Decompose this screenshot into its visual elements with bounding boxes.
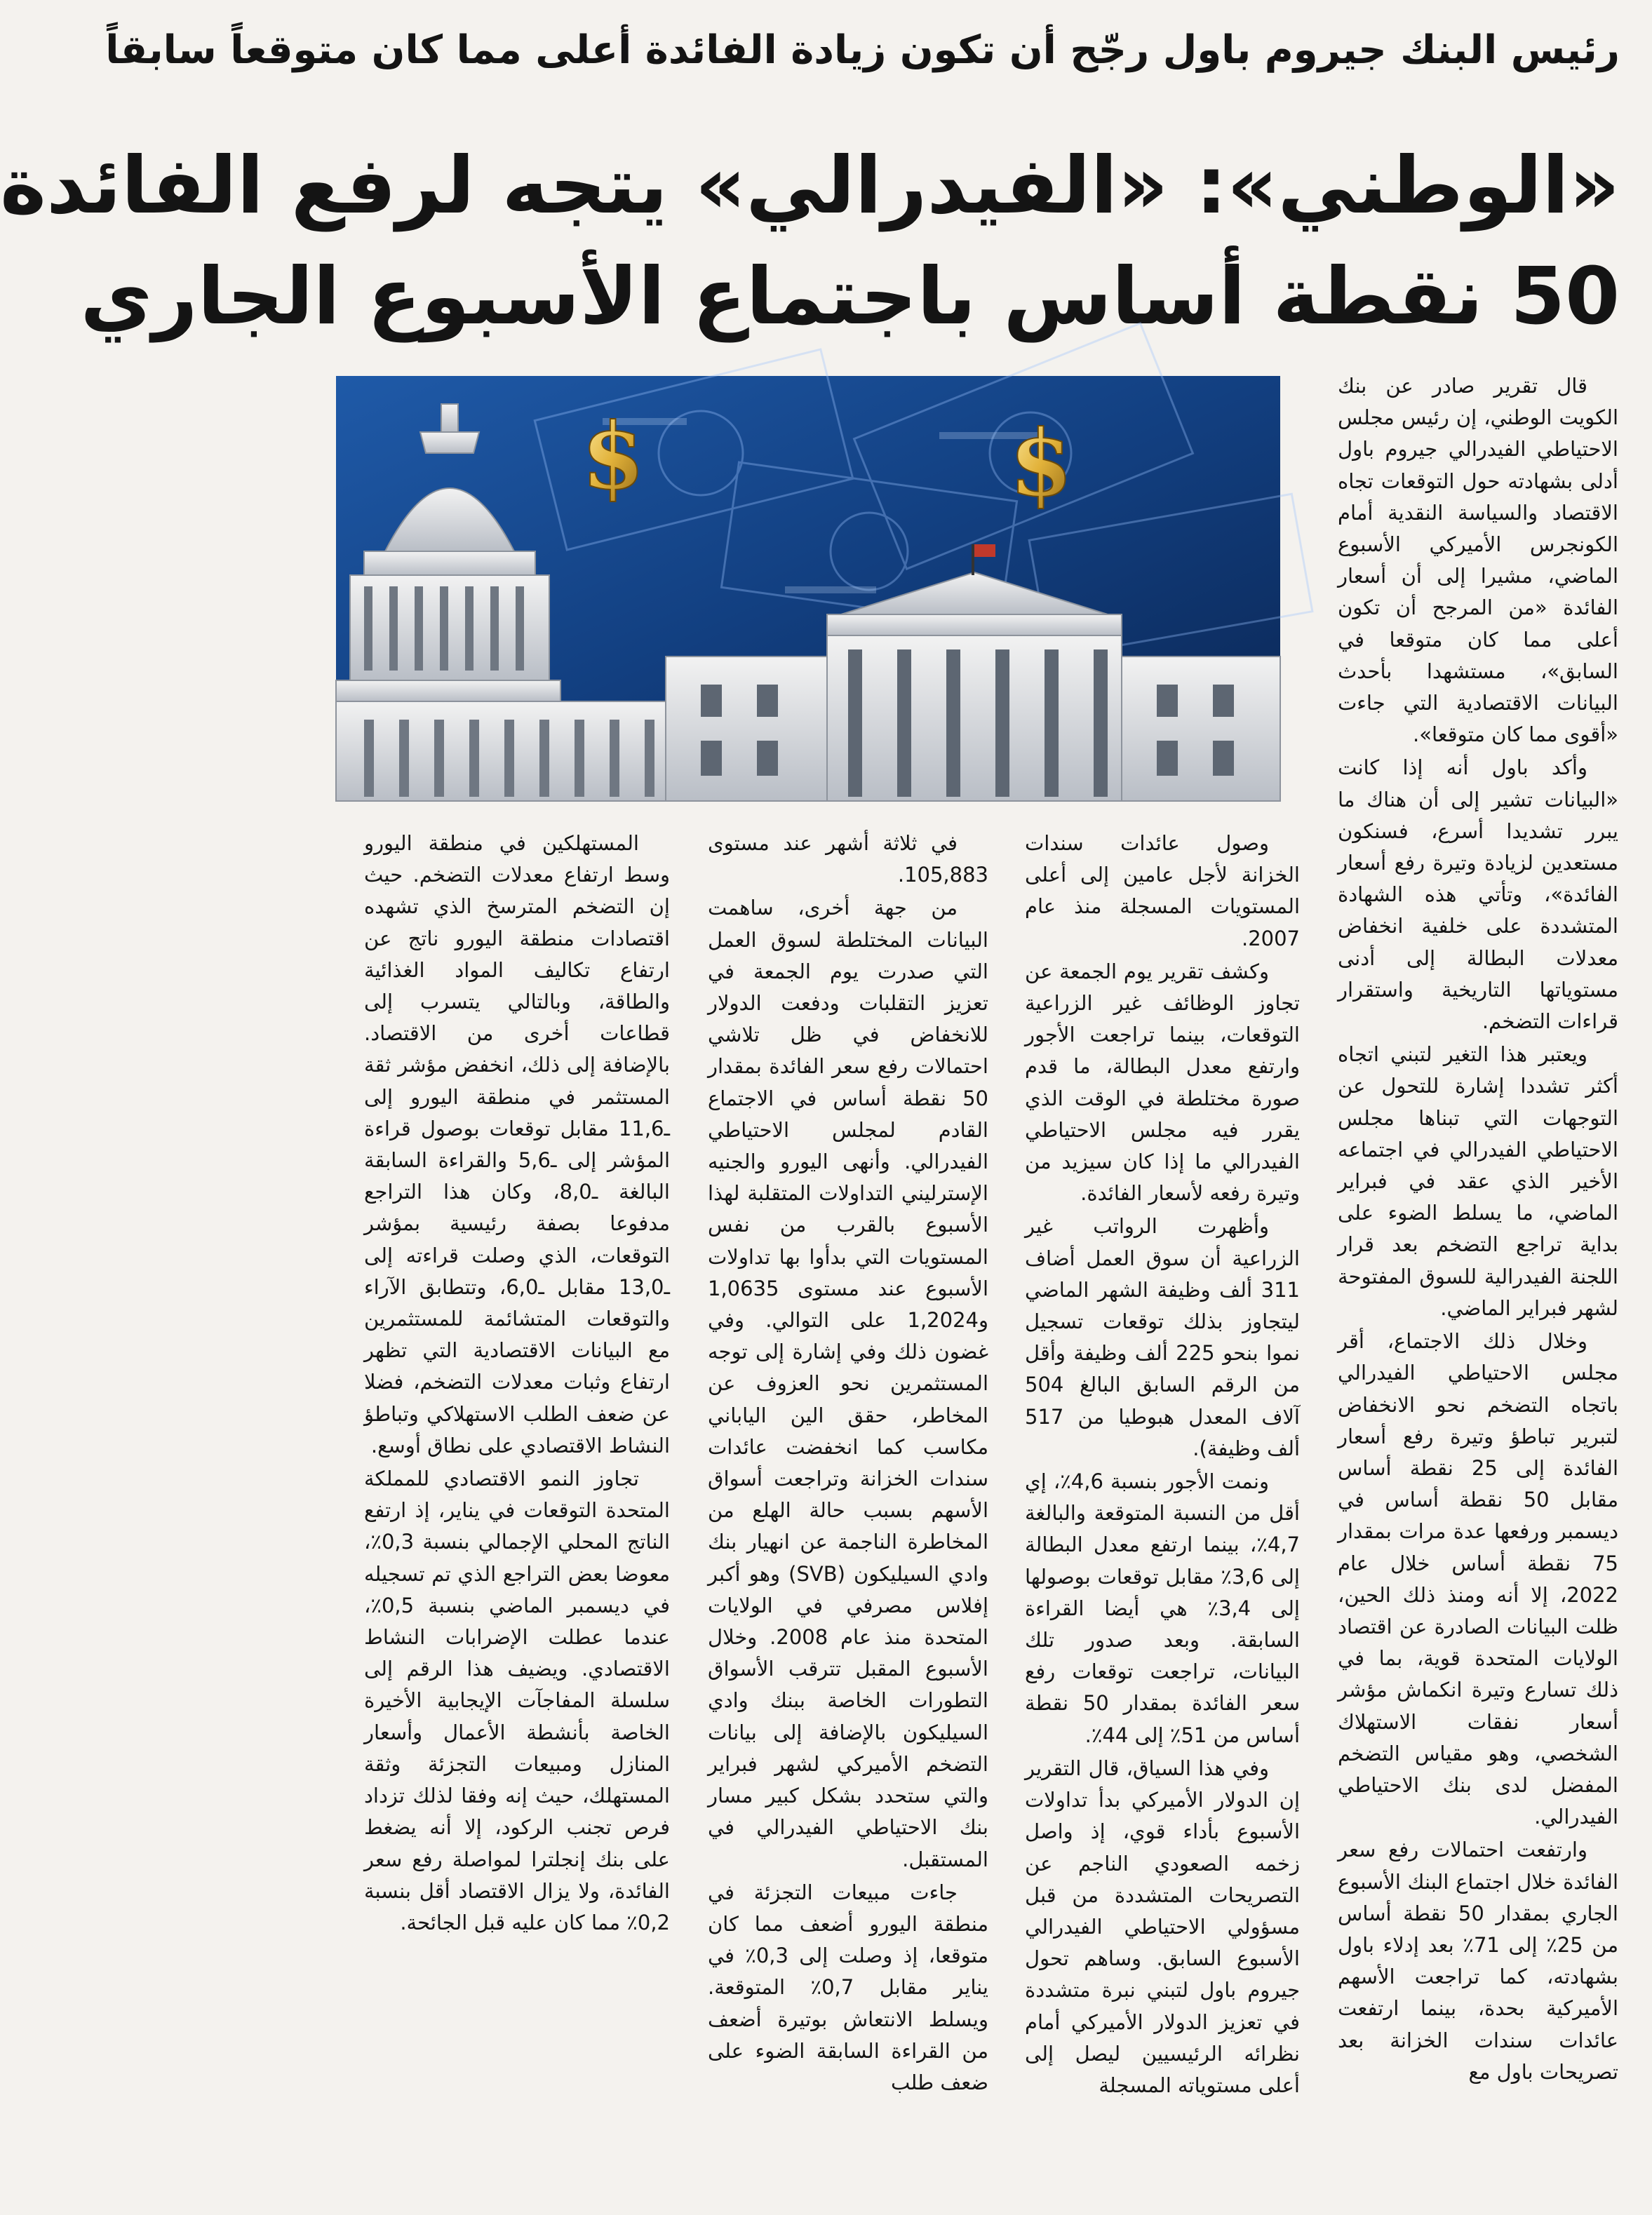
paragraph: وأكد باول أنه إذا كانت «البيانات تشير إلى أن هناك ما يبرر تشديدا أسرع، فسنكون مستعدين لزيادة وتيرة رفع أسعار الفائدة»، وتأتي هذه الشهادة المتشددة على خلفية انخفاض معدلات البطالة إلى أدنى مستوياتها التاريخية واستقرار قراءات التضخم. [1338, 755, 1618, 1034]
article-column-3 [708, 828, 988, 2194]
dollar-sign-icon: $ [581, 403, 645, 510]
paragraph: من جهة أخرى، ساهمت البيانات المختلطة لسوق العمل التي صدرت يوم الجمعة في تعزيز التقلبات ودفعت الدولار للانخفاض في ظل تلاشي احتمالات رفع سعر الفائدة بمقدار 50 نقطة أساس في الاجتماع القادم لمجلس الاحتياطي الفيدرالي. وأنهى اليورو والجنيه الإسترليني التداولات المتقلبة لهذا الأسبوع بالقرب من نفس المستويات التي بدأوا بها تداولات الأسبوع عند مستوى 1,0635 و1,2024 على التوالي. وفي غضون ذلك وفي إشارة إلى توجه المستثمرين نحو العزوف عن المخاطر، حقق الين الياباني مكاسب كما انخفضت عائدات سندات الخزانة وتراجعت أسواق الأسهم بسبب حالة الهلع من المخاطرة الناجمة عن انهيار بنك وادي السيليكون (SVB) وهو أكبر إفلاس مصرفي في الولايات المتحدة منذ عام 2008. وخلال الأسبوع المقبل تترقب الأسواق التطورات الخاصة ببنك وادي السيليكون بالإضافة إلى بيانات التضخم الأميركي لشهر فبراير والتي ستحدد بشكل كبير مسار بنك الاحتياطي الفيدرالي في المستقبل. [708, 896, 988, 1871]
article-headline [0, 130, 1620, 352]
headline-line-1: «الوطني»: «الفيدرالي» يتجه لرفع الفائدة [0, 140, 1620, 231]
article-column-1 [1338, 370, 1618, 2194]
paragraph: وارتفعت احتمالات رفع سعر الفائدة خلال اجتماع البنك الأسبوع الجاري بمقدار 50 نقطة أساس من 25٪ إلى 71٪ بعد إدلاء باول بشهادته، كما تراجعت الأسهم الأميركية بحدة، بينما ارتفعت عائدات سندات الخزانة بعد تصريحات باول مع [1338, 1838, 1618, 2084]
paragraph: وخلال ذلك الاجتماع، أقر مجلس الاحتياطي الفيدرالي باتجاه التضخم نحو الانخفاض لتبرير تباطؤ وتيرة رفع أسعار الفائدة إلى 25 نقطة أساس مقابل 50 نقطة أساس في ديسمبر ورفعها عدة مرات بمقدار 75 نقطة أساس خلال عام 2022، إلا أنه ومنذ ذلك الحين، ظلت البيانات الصادرة عن اقتصاد الولايات المتحدة قوية، بما في ذلك تسارع وتيرة انكماش مؤشر أسعار نفقات الاستهلاك الشخصي، وهو مقياس التضخم المفضل لدى بنك الاحتياطي الفيدرالي. [1338, 1329, 1618, 1829]
paragraph: جاءت مبيعات التجزئة في منطقة اليورو أضعف مما كان متوقعا، إذ وصلت إلى 0,3٪ في يناير مقابل 0,7٪ المتوقعة. ويسلط الانتعاش بوتيرة أضعف من القراءة السابقة الضوء على ضعف طلب [708, 1880, 988, 2094]
article-column-4 [364, 828, 670, 2194]
photo-illustration [336, 376, 1280, 801]
paragraph: المستهلكين في منطقة اليورو وسط ارتفاع معدلات التضخم. حيث إن التضخم المترسخ الذي تشهده اقتصادات منطقة اليورو ناتج عن ارتفاع تكاليف المواد الغذائية والطاقة، وبالتالي يتسرب إلى قطاعات أخرى من الاقتصاد. بالإضافة إلى ذلك، انخفض مؤشر ثقة المستثمر في منطقة اليورو إلى ـ11,6 مقابل توقعات بوصول قراءة المؤشر إلى ـ5,6 والقراءة السابقة البالغة ـ8,0، وكان هذا التراجع مدفوعا بصفة رئيسية بمؤشر التوقعات، الذي وصلت قراءته إلى ـ13,0 مقابل ـ6,0، وتتطابق الآراء والتوقعات المتشائمة للمستثمرين مع البيانات الاقتصادية التي تظهر ارتفاع وثبات معدلات التضخم، فضلا عن ضعف الطلب الاستهلاكي وتباطؤ النشاط الاقتصادي على نطاق أوسع. [364, 831, 670, 1457]
headline-line-2: 50 نقطة أساس باجتماع الأسبوع الجاري [80, 251, 1620, 342]
paragraph: تجاوز النمو الاقتصادي للمملكة المتحدة التوقعات في يناير، إذ ارتفع الناتج المحلي الإجمالي بنسبة 0,3٪، معوضا بعض التراجع الذي تم تسجيله في ديسمبر الماضي بنسبة 0,5٪، عندما عطلت الإضرابات النشاط الاقتصادي. ويضيف هذا الرقم إلى سلسلة المفاجآت الإيجابية الأخيرة الخاصة بأنشطة الأعمال وأسعار المنازل ومبيعات التجزئة وثقة المستهلك، حيث إنه وفقا لذلك تزداد فرص تجنب الركود، إلا أنه يضغط على بنك إنجلترا لمواصلة رفع سعر الفائدة، ولا يزال الاقتصاد أقل بنسبة 0,2٪ مما كان عليه قبل الجائحة. [364, 1467, 670, 1934]
paragraph: وفي هذا السياق، قال التقرير إن الدولار الأميركي بدأ تداولات الأسبوع بأداء قوي، إذ واصل زخمه الصعودي الناجم عن التصريحات المتشددة من قبل مسؤولي الاحتياطي الفيدرالي الأسبوع السابق. وساهم تحول جيروم باول لتبني نبرة متشددة في تعزيز الدولار الأميركي أمام نظرائه الرئيسيين ليصل إلى أعلى مستوياته المسجلة [1025, 1756, 1300, 2097]
article-column-2 [1025, 828, 1300, 2194]
paragraph: ويعتبر هذا التغير لتبني اتجاه أكثر تشددا إشارة للتحول عن التوجهات التي تبناها مجلس الاحتياطي الفيدرالي في اجتماعه الأخير الذي عقد في فبراير الماضي، ما يسلط الضوء على بداية تراجع التضخم بعد قرار اللجنة الفيدرالية للسوق المفتوحة لشهر فبراير الماضي. [1338, 1042, 1618, 1320]
paragraph: قال تقرير صادر عن بنك الكويت الوطني، إن رئيس مجلس الاحتياطي الفيدرالي جيروم باول أدلى بشهادته حول التوقعات تجاه الاقتصاد والسياسة النقدية أمام الكونجرس الأميركي الأسبوع الماضي، مشيرا إلى أن أسعار الفائدة «من المرجح أن تكون أعلى مما كان متوقعا في السابق»، مستشهدا بأحدث البيانات الاقتصادية التي جاءت «أقوى مما كان متوقعا». [1338, 374, 1618, 747]
paragraph: ونمت الأجور بنسبة 4,6٪، إي أقل من النسبة المتوقعة والبالغة 4,7٪، بينما ارتفع معدل البطالة إلى 3,6٪ مقابل توقعات بوصولها إلى 3,4٪ هي أيضا القراءة السابقة. وبعد صدور تلك البيانات، تراجعت توقعات رفع سعر الفائدة بمقدار 50 نقطة أساس من 51٪ إلى 44٪. [1025, 1469, 1301, 1747]
paragraph: في ثلاثة أشهر عند مستوى 105,883. [708, 831, 988, 887]
dollar-sign-icon: $ [1009, 410, 1073, 517]
article-kicker: رئيس البنك جيروم باول رجّح أن تكون زيادة الفائدة أعلى مما كان متوقعاً سابقاً [105, 27, 1620, 73]
capitol-whitehouse-photo [336, 376, 1280, 801]
paragraph: وأظهرت الرواتب غير الزراعية أن سوق العمل أضاف 311 ألف وظيفة الشهر الماضي ليتجاوز بذلك توقعات تسجيل نموا بنحو 225 ألف وظيفة وأقل من الرقم السابق البالغ 504 آلاف المعدل هبوطيا من 517 ألف وظيفة). [1025, 1214, 1300, 1460]
paragraph: وكشف تقرير يوم الجمعة عن تجاوز الوظائف غير الزراعية التوقعات، بينما تراجعت الأجور وارتفع معدل البطالة، ما قدم صورة مختلطة في الوقت الذي يقرر فيه مجلس الاحتياطي الفيدرالي ما إذا كان سيزيد من وتيرة رفعه لأسعار الفائدة. [1025, 959, 1300, 1206]
paragraph: وصول عائدات سندات الخزانة لأجل عامين إلى أعلى المستويات المسجلة منذ عام 2007. [1025, 831, 1300, 950]
